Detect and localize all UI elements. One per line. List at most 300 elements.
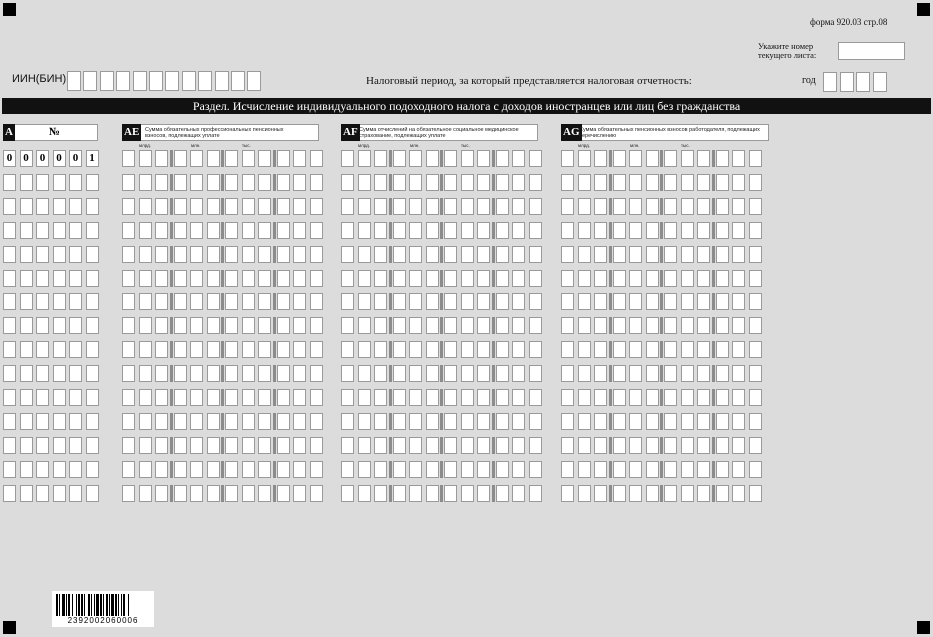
amount-ae-cell[interactable] (139, 174, 152, 191)
amount-af-cell[interactable] (512, 389, 525, 406)
amount-ae-cell[interactable] (155, 270, 168, 287)
amount-ae-cell[interactable] (207, 174, 220, 191)
amount-ag-cell[interactable] (732, 365, 745, 382)
amount-af-cell[interactable] (341, 365, 354, 382)
amount-af-cell[interactable] (358, 485, 371, 502)
amount-af-cell[interactable] (444, 389, 457, 406)
amount-ae-cell[interactable] (310, 270, 323, 287)
amount-ag-cell[interactable] (697, 461, 710, 478)
amount-ae-cell[interactable] (122, 389, 135, 406)
amount-af-cell[interactable] (374, 317, 387, 334)
amount-af-cell[interactable] (529, 198, 542, 215)
amount-ae-cell[interactable] (122, 270, 135, 287)
amount-af-cell[interactable] (496, 222, 509, 239)
amount-af-cell[interactable] (358, 246, 371, 263)
amount-ag-cell[interactable] (664, 485, 677, 502)
amount-ae-cell[interactable] (190, 341, 203, 358)
amount-af-cell[interactable] (393, 174, 406, 191)
amount-ae-cell[interactable] (310, 365, 323, 382)
amount-ag-cell[interactable] (697, 413, 710, 430)
amount-ag-cell[interactable] (561, 222, 574, 239)
amount-af-cell[interactable] (358, 341, 371, 358)
amount-af-cell[interactable] (393, 293, 406, 310)
amount-ae-cell[interactable] (225, 150, 238, 167)
amount-ag-cell[interactable] (664, 341, 677, 358)
amount-ag-cell[interactable] (578, 222, 591, 239)
row-number-cell[interactable] (53, 437, 66, 454)
amount-ag-cell[interactable] (561, 150, 574, 167)
amount-ae-cell[interactable] (225, 174, 238, 191)
amount-ag-cell[interactable] (732, 293, 745, 310)
amount-ae-cell[interactable] (277, 293, 290, 310)
amount-ae-cell[interactable] (207, 150, 220, 167)
amount-af-cell[interactable] (409, 461, 422, 478)
amount-ag-cell[interactable] (681, 317, 694, 334)
amount-ae-cell[interactable] (242, 270, 255, 287)
amount-ae-cell[interactable] (174, 461, 187, 478)
amount-af-cell[interactable] (374, 461, 387, 478)
amount-ae-cell[interactable] (190, 246, 203, 263)
amount-ae-cell[interactable] (293, 270, 306, 287)
amount-ag-cell[interactable] (681, 413, 694, 430)
amount-ae-cell[interactable] (293, 174, 306, 191)
amount-af-cell[interactable] (393, 485, 406, 502)
amount-ae-cell[interactable] (190, 365, 203, 382)
amount-af-cell[interactable] (358, 293, 371, 310)
row-number-cell[interactable] (3, 389, 16, 406)
amount-ae-cell[interactable] (293, 246, 306, 263)
amount-ae-cell[interactable] (174, 317, 187, 334)
row-number-cell[interactable] (69, 293, 82, 310)
amount-ae-cell[interactable] (155, 461, 168, 478)
amount-af-cell[interactable] (496, 341, 509, 358)
amount-af-cell[interactable] (512, 222, 525, 239)
amount-af-cell[interactable] (529, 270, 542, 287)
amount-af-cell[interactable] (461, 413, 474, 430)
amount-ae-cell[interactable] (139, 461, 152, 478)
amount-ae-cell[interactable] (258, 246, 271, 263)
row-number-cell[interactable] (69, 389, 82, 406)
amount-ag-cell[interactable] (664, 222, 677, 239)
amount-ag-cell[interactable] (613, 341, 626, 358)
amount-ae-cell[interactable] (190, 389, 203, 406)
amount-ae-cell[interactable] (207, 222, 220, 239)
amount-ae-cell[interactable] (225, 198, 238, 215)
amount-ag-cell[interactable] (664, 174, 677, 191)
amount-af-cell[interactable] (461, 485, 474, 502)
amount-ag-cell[interactable] (578, 317, 591, 334)
amount-ag-cell[interactable] (629, 365, 642, 382)
amount-ag-cell[interactable] (613, 293, 626, 310)
row-number-cell[interactable] (69, 270, 82, 287)
amount-af-cell[interactable] (393, 389, 406, 406)
amount-ag-cell[interactable] (681, 246, 694, 263)
amount-ae-cell[interactable] (190, 413, 203, 430)
row-number-cell[interactable] (86, 485, 99, 502)
amount-af-cell[interactable] (477, 485, 490, 502)
row-number-cell[interactable]: 0 (36, 150, 49, 167)
row-number-cell[interactable] (53, 293, 66, 310)
amount-ae-cell[interactable] (174, 485, 187, 502)
amount-ae-cell[interactable] (139, 485, 152, 502)
amount-ag-cell[interactable] (732, 389, 745, 406)
amount-ag-cell[interactable] (578, 198, 591, 215)
row-number-cell[interactable] (36, 389, 49, 406)
amount-ag-cell[interactable] (681, 150, 694, 167)
amount-ag-cell[interactable] (697, 246, 710, 263)
row-number-cell[interactable] (3, 174, 16, 191)
amount-ag-cell[interactable] (749, 150, 762, 167)
amount-ag-cell[interactable] (664, 293, 677, 310)
amount-ag-cell[interactable] (594, 246, 607, 263)
amount-ag-cell[interactable] (646, 365, 659, 382)
year-digit-cell[interactable] (856, 72, 870, 92)
amount-af-cell[interactable] (409, 485, 422, 502)
amount-ae-cell[interactable] (277, 389, 290, 406)
amount-af-cell[interactable] (444, 461, 457, 478)
amount-af-cell[interactable] (477, 341, 490, 358)
row-number-cell[interactable] (36, 437, 49, 454)
amount-ag-cell[interactable] (629, 413, 642, 430)
amount-af-cell[interactable] (461, 293, 474, 310)
amount-ae-cell[interactable] (174, 389, 187, 406)
amount-ae-cell[interactable] (122, 222, 135, 239)
amount-ag-cell[interactable] (629, 317, 642, 334)
amount-ag-cell[interactable] (561, 317, 574, 334)
amount-af-cell[interactable] (341, 389, 354, 406)
row-number-cell[interactable] (36, 485, 49, 502)
amount-ag-cell[interactable] (578, 150, 591, 167)
amount-ag-cell[interactable] (664, 461, 677, 478)
amount-ag-cell[interactable] (594, 437, 607, 454)
amount-af-cell[interactable] (426, 150, 439, 167)
amount-ae-cell[interactable] (155, 485, 168, 502)
row-number-cell[interactable] (69, 174, 82, 191)
amount-af-cell[interactable] (496, 270, 509, 287)
amount-ae-cell[interactable] (174, 174, 187, 191)
amount-ag-cell[interactable] (561, 413, 574, 430)
amount-ae-cell[interactable] (293, 317, 306, 334)
amount-af-cell[interactable] (358, 365, 371, 382)
amount-ae-cell[interactable] (190, 293, 203, 310)
amount-ag-cell[interactable] (732, 485, 745, 502)
amount-ag-cell[interactable] (716, 389, 729, 406)
amount-af-cell[interactable] (393, 317, 406, 334)
amount-ag-cell[interactable] (732, 317, 745, 334)
amount-af-cell[interactable] (409, 222, 422, 239)
amount-ag-cell[interactable] (613, 150, 626, 167)
row-number-cell[interactable] (36, 222, 49, 239)
amount-ae-cell[interactable] (310, 246, 323, 263)
iin-digit-cell[interactable] (133, 71, 147, 91)
amount-ag-cell[interactable] (749, 270, 762, 287)
amount-ae-cell[interactable] (155, 198, 168, 215)
amount-af-cell[interactable] (393, 413, 406, 430)
amount-ag-cell[interactable] (629, 198, 642, 215)
amount-af-cell[interactable] (393, 437, 406, 454)
row-number-cell[interactable] (86, 341, 99, 358)
amount-ag-cell[interactable] (749, 198, 762, 215)
amount-ae-cell[interactable] (258, 461, 271, 478)
amount-af-cell[interactable] (512, 270, 525, 287)
amount-af-cell[interactable] (529, 413, 542, 430)
amount-af-cell[interactable] (512, 150, 525, 167)
amount-af-cell[interactable] (393, 150, 406, 167)
amount-ae-cell[interactable] (225, 389, 238, 406)
amount-ae-cell[interactable] (242, 485, 255, 502)
amount-af-cell[interactable] (496, 174, 509, 191)
row-number-cell[interactable] (20, 365, 33, 382)
amount-ae-cell[interactable] (225, 222, 238, 239)
amount-ag-cell[interactable] (646, 437, 659, 454)
amount-af-cell[interactable] (374, 437, 387, 454)
amount-ag-cell[interactable] (594, 341, 607, 358)
amount-af-cell[interactable] (529, 246, 542, 263)
row-number-cell[interactable] (3, 413, 16, 430)
amount-ag-cell[interactable] (594, 485, 607, 502)
row-number-cell[interactable] (69, 485, 82, 502)
amount-ae-cell[interactable] (190, 222, 203, 239)
amount-af-cell[interactable] (426, 317, 439, 334)
amount-ae-cell[interactable] (139, 413, 152, 430)
amount-af-cell[interactable] (512, 293, 525, 310)
amount-af-cell[interactable] (496, 198, 509, 215)
amount-af-cell[interactable] (512, 317, 525, 334)
row-number-cell[interactable] (86, 270, 99, 287)
year-digit-cell[interactable] (823, 72, 837, 92)
amount-ae-cell[interactable] (155, 293, 168, 310)
amount-af-cell[interactable] (426, 293, 439, 310)
amount-af-cell[interactable] (426, 461, 439, 478)
amount-ag-cell[interactable] (716, 485, 729, 502)
amount-af-cell[interactable] (461, 365, 474, 382)
amount-ae-cell[interactable] (293, 437, 306, 454)
amount-ae-cell[interactable] (277, 317, 290, 334)
amount-af-cell[interactable] (341, 437, 354, 454)
row-number-cell[interactable] (3, 270, 16, 287)
amount-af-cell[interactable] (409, 174, 422, 191)
amount-ag-cell[interactable] (561, 246, 574, 263)
amount-af-cell[interactable] (512, 461, 525, 478)
amount-af-cell[interactable] (529, 437, 542, 454)
amount-ag-cell[interactable] (732, 174, 745, 191)
iin-digit-cell[interactable] (231, 71, 245, 91)
amount-ag-cell[interactable] (664, 317, 677, 334)
amount-af-cell[interactable] (512, 246, 525, 263)
amount-ag-cell[interactable] (629, 150, 642, 167)
amount-af-cell[interactable] (374, 198, 387, 215)
amount-af-cell[interactable] (461, 198, 474, 215)
amount-ae-cell[interactable] (225, 270, 238, 287)
amount-ag-cell[interactable] (749, 437, 762, 454)
amount-af-cell[interactable] (512, 485, 525, 502)
amount-af-cell[interactable] (341, 317, 354, 334)
amount-ag-cell[interactable] (749, 222, 762, 239)
amount-ae-cell[interactable] (225, 485, 238, 502)
row-number-cell[interactable] (36, 413, 49, 430)
row-number-cell[interactable] (20, 341, 33, 358)
year-digit-cell[interactable] (840, 72, 854, 92)
amount-ae-cell[interactable] (174, 150, 187, 167)
amount-ag-cell[interactable] (681, 270, 694, 287)
amount-ag-cell[interactable] (749, 365, 762, 382)
amount-ag-cell[interactable] (578, 270, 591, 287)
amount-ae-cell[interactable] (310, 437, 323, 454)
amount-ae-cell[interactable] (207, 317, 220, 334)
amount-af-cell[interactable] (512, 413, 525, 430)
amount-ag-cell[interactable] (613, 174, 626, 191)
amount-af-cell[interactable] (496, 293, 509, 310)
amount-ag-cell[interactable] (716, 413, 729, 430)
amount-af-cell[interactable] (529, 150, 542, 167)
amount-ae-cell[interactable] (293, 198, 306, 215)
amount-ag-cell[interactable] (646, 198, 659, 215)
amount-ae-cell[interactable] (174, 198, 187, 215)
amount-ae-cell[interactable] (122, 341, 135, 358)
row-number-cell[interactable] (53, 485, 66, 502)
amount-af-cell[interactable] (374, 246, 387, 263)
amount-af-cell[interactable] (496, 461, 509, 478)
amount-af-cell[interactable] (341, 413, 354, 430)
amount-ae-cell[interactable] (242, 389, 255, 406)
row-number-cell[interactable] (86, 293, 99, 310)
row-number-cell[interactable] (20, 246, 33, 263)
row-number-cell[interactable] (20, 198, 33, 215)
row-number-cell[interactable] (20, 413, 33, 430)
amount-af-cell[interactable] (426, 341, 439, 358)
amount-af-cell[interactable] (409, 270, 422, 287)
amount-ae-cell[interactable] (310, 293, 323, 310)
row-number-cell[interactable] (53, 198, 66, 215)
amount-af-cell[interactable] (358, 389, 371, 406)
amount-af-cell[interactable] (444, 413, 457, 430)
amount-ae-cell[interactable] (277, 222, 290, 239)
amount-ag-cell[interactable] (716, 341, 729, 358)
row-number-cell[interactable]: 0 (53, 150, 66, 167)
amount-af-cell[interactable] (341, 293, 354, 310)
amount-ae-cell[interactable] (242, 437, 255, 454)
amount-ae-cell[interactable] (225, 317, 238, 334)
amount-ag-cell[interactable] (697, 270, 710, 287)
iin-digit-cell[interactable] (215, 71, 229, 91)
amount-ae-cell[interactable] (174, 413, 187, 430)
row-number-cell[interactable] (3, 317, 16, 334)
amount-ag-cell[interactable] (578, 365, 591, 382)
amount-af-cell[interactable] (444, 150, 457, 167)
row-number-cell[interactable]: 0 (20, 150, 33, 167)
amount-ag-cell[interactable] (646, 461, 659, 478)
amount-ae-cell[interactable] (293, 150, 306, 167)
iin-digit-cell[interactable] (100, 71, 114, 91)
amount-ae-cell[interactable] (225, 365, 238, 382)
amount-ag-cell[interactable] (613, 389, 626, 406)
amount-af-cell[interactable] (426, 198, 439, 215)
amount-ag-cell[interactable] (646, 293, 659, 310)
amount-ag-cell[interactable] (646, 389, 659, 406)
amount-af-cell[interactable] (409, 293, 422, 310)
amount-af-cell[interactable] (426, 222, 439, 239)
row-number-cell[interactable] (20, 389, 33, 406)
amount-ag-cell[interactable] (578, 461, 591, 478)
amount-ae-cell[interactable] (190, 270, 203, 287)
amount-ag-cell[interactable] (629, 461, 642, 478)
amount-ag-cell[interactable] (664, 150, 677, 167)
amount-ag-cell[interactable] (732, 437, 745, 454)
row-number-cell[interactable] (86, 246, 99, 263)
amount-af-cell[interactable] (358, 150, 371, 167)
iin-digit-cell[interactable] (198, 71, 212, 91)
amount-af-cell[interactable] (512, 198, 525, 215)
amount-ag-cell[interactable] (749, 389, 762, 406)
amount-ag-cell[interactable] (578, 341, 591, 358)
amount-ae-cell[interactable] (139, 270, 152, 287)
amount-af-cell[interactable] (341, 150, 354, 167)
row-number-cell[interactable] (86, 389, 99, 406)
amount-ae-cell[interactable] (258, 174, 271, 191)
sheet-number-field[interactable] (838, 42, 905, 60)
amount-ag-cell[interactable] (629, 246, 642, 263)
amount-ae-cell[interactable] (139, 198, 152, 215)
amount-ae-cell[interactable] (277, 413, 290, 430)
amount-ag-cell[interactable] (697, 485, 710, 502)
amount-ag-cell[interactable] (716, 270, 729, 287)
amount-ag-cell[interactable] (697, 365, 710, 382)
amount-ag-cell[interactable] (594, 150, 607, 167)
amount-ae-cell[interactable] (190, 174, 203, 191)
iin-digit-cell[interactable] (182, 71, 196, 91)
amount-ae-cell[interactable] (258, 389, 271, 406)
amount-ag-cell[interactable] (681, 341, 694, 358)
amount-ae-cell[interactable] (174, 293, 187, 310)
amount-ae-cell[interactable] (258, 365, 271, 382)
amount-ag-cell[interactable] (681, 437, 694, 454)
row-number-cell[interactable] (36, 461, 49, 478)
amount-af-cell[interactable] (461, 150, 474, 167)
amount-ag-cell[interactable] (594, 317, 607, 334)
amount-ag-cell[interactable] (716, 150, 729, 167)
amount-af-cell[interactable] (529, 174, 542, 191)
row-number-cell[interactable] (36, 293, 49, 310)
amount-af-cell[interactable] (393, 461, 406, 478)
row-number-cell[interactable] (3, 437, 16, 454)
amount-af-cell[interactable] (529, 222, 542, 239)
amount-ag-cell[interactable] (697, 174, 710, 191)
amount-ag-cell[interactable] (629, 270, 642, 287)
amount-af-cell[interactable] (393, 198, 406, 215)
amount-ag-cell[interactable] (561, 437, 574, 454)
amount-ae-cell[interactable] (122, 365, 135, 382)
amount-af-cell[interactable] (444, 222, 457, 239)
amount-ag-cell[interactable] (732, 341, 745, 358)
amount-af-cell[interactable] (444, 270, 457, 287)
amount-ag-cell[interactable] (716, 293, 729, 310)
iin-digit-cell[interactable] (149, 71, 163, 91)
amount-ae-cell[interactable] (242, 365, 255, 382)
amount-ae-cell[interactable] (122, 198, 135, 215)
amount-ag-cell[interactable] (697, 437, 710, 454)
amount-ag-cell[interactable] (732, 461, 745, 478)
amount-ag-cell[interactable] (646, 413, 659, 430)
amount-ae-cell[interactable] (293, 389, 306, 406)
row-number-cell[interactable] (86, 174, 99, 191)
row-number-cell[interactable] (69, 222, 82, 239)
amount-ae-cell[interactable] (242, 198, 255, 215)
amount-af-cell[interactable] (341, 461, 354, 478)
amount-af-cell[interactable] (477, 246, 490, 263)
amount-ag-cell[interactable] (561, 270, 574, 287)
amount-ae-cell[interactable] (122, 485, 135, 502)
amount-af-cell[interactable] (374, 485, 387, 502)
